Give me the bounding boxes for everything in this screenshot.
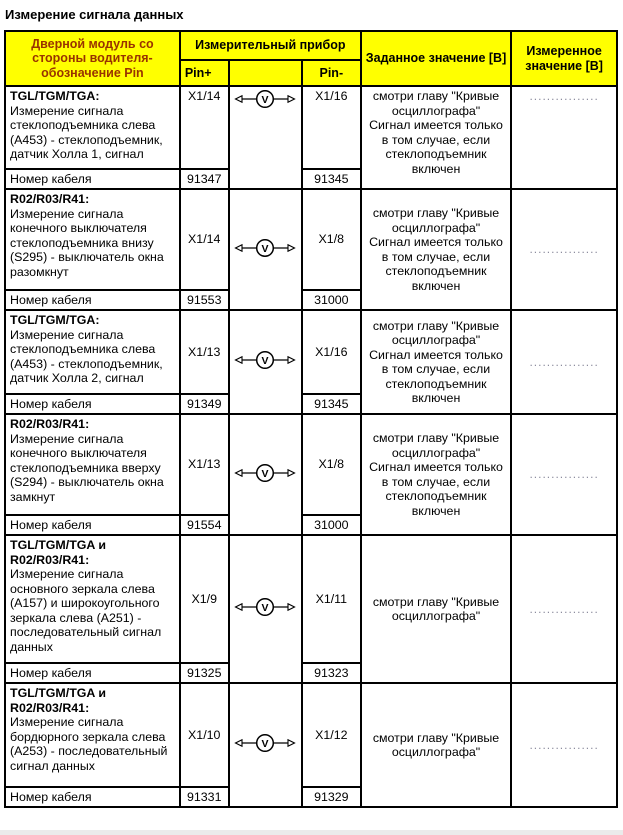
voltmeter-letter: V	[261, 355, 269, 368]
vehicle-variant-label: TGL/TGM/TGA и R02/R03/R41:	[10, 686, 106, 715]
cable-number-minus: 31000	[302, 515, 361, 535]
cable-label: Номер кабеля	[5, 394, 180, 414]
voltmeter-letter: V	[261, 738, 269, 751]
measured-value-placeholder: ................	[529, 89, 599, 103]
cable-number-plus: 91554	[180, 515, 229, 535]
pin-plus-value: X1/13	[180, 414, 229, 515]
measurement-table	[4, 30, 618, 808]
measurement-row	[5, 86, 617, 169]
cable-number-plus: 91349	[180, 394, 229, 414]
setpoint-line: Сигнал имеется только в том случае, если стеклоподъемник включен	[369, 460, 503, 518]
setpoint-line: Сигнал имеется только в том случае, если стеклоподъемник включен	[369, 118, 503, 176]
table-body	[5, 86, 617, 807]
setpoint-cell	[361, 414, 511, 535]
pin-plus-value: X1/13	[180, 310, 229, 394]
measured-value-cell	[511, 310, 617, 414]
voltmeter-icon	[233, 238, 297, 258]
pin-minus-value: X1/16	[302, 310, 361, 394]
measurement-row	[5, 189, 617, 290]
pin-minus-value: X1/8	[302, 414, 361, 515]
voltmeter-cell	[229, 189, 302, 310]
setpoint-line: Сигнал имеется только в том случае, если стеклоподъемник включен	[369, 347, 503, 405]
measurement-description: Измерение сигнала стеклоподъемника слева (А453) - стеклоподъемник, датчик Холла 1, сигнал	[10, 103, 163, 161]
measured-value-cell	[511, 86, 617, 189]
measurement-description: Измерение сигнала основного зеркала слева (А157) и широкоугольного зеркала слева (А251) - последовательный сигнал данных	[10, 567, 162, 654]
cable-number-minus: 91345	[302, 394, 361, 414]
pin-plus-value: X1/9	[180, 535, 229, 663]
pin-plus-value: X1/14	[180, 86, 229, 169]
measured-value-placeholder: ................	[529, 467, 599, 482]
cable-label: Номер кабеля	[5, 290, 180, 310]
measurement-description: Измерение сигнала конечного выключателя стеклоподъемника внизу (S295) - выключатель окна разомкнут	[10, 206, 164, 279]
setpoint-cell	[361, 189, 511, 310]
vehicle-variant-label: TGL/TGM/TGA и R02/R03/R41:	[10, 538, 106, 567]
measurement-description-cell	[5, 414, 180, 515]
voltmeter-letter: V	[261, 602, 269, 615]
measurement-description: Измерение сигнала стеклоподъемника слева (А453) - стеклоподъемник, датчик Холла 2, сигнал	[10, 327, 163, 385]
voltmeter-icon	[233, 350, 297, 370]
voltmeter-icon	[233, 463, 297, 483]
measured-value-cell	[511, 683, 617, 807]
setpoint-line: смотри главу "Кривые осциллографа"	[372, 730, 500, 759]
voltmeter-icon	[233, 597, 297, 617]
setpoint-line: смотри главу "Кривые осциллографа"	[372, 431, 500, 460]
measured-value-cell	[511, 414, 617, 535]
header-pin-minus: Pin-	[302, 60, 361, 86]
setpoint-cell	[361, 683, 511, 807]
measurement-description-cell	[5, 310, 180, 394]
cable-number-minus: 91329	[302, 787, 361, 807]
vehicle-variant-label: TGL/TGM/TGA:	[10, 89, 100, 103]
cable-number-minus: 31000	[302, 290, 361, 310]
voltmeter-cell	[229, 310, 302, 414]
header-setpoint-value: Заданное значение [В]	[361, 31, 511, 86]
pin-minus-value: X1/8	[302, 189, 361, 290]
measured-value-cell	[511, 189, 617, 310]
header-instrument-spacer	[229, 60, 302, 86]
header-measured-value: Измеренное значение [В]	[511, 31, 617, 86]
setpoint-cell	[361, 310, 511, 414]
setpoint-line: смотри главу "Кривые осциллографа"	[372, 318, 500, 347]
page-title: Измерение сигнала данных	[5, 7, 184, 22]
measurement-description: Измерение сигнала бордюрного зеркала слева (А253) - последовательный сигнал данных	[10, 715, 168, 773]
voltmeter-letter: V	[261, 93, 269, 106]
header-pin-plus: Pin+	[180, 60, 229, 86]
vehicle-variant-label: R02/R03/R41:	[10, 192, 90, 206]
cable-label: Номер кабеля	[5, 663, 180, 683]
cable-number-plus: 91331	[180, 787, 229, 807]
page-bottom-margin	[0, 830, 623, 835]
setpoint-line: смотри главу "Кривые осциллографа"	[372, 594, 500, 623]
measurement-row	[5, 414, 617, 515]
voltmeter-letter: V	[261, 467, 269, 480]
setpoint-line: смотри главу "Кривые осциллографа"	[372, 206, 500, 235]
vehicle-variant-label: R02/R03/R41:	[10, 417, 90, 431]
voltmeter-cell	[229, 414, 302, 535]
measurement-row	[5, 310, 617, 394]
cable-number-plus: 91325	[180, 663, 229, 683]
measured-value-placeholder: ................	[529, 601, 599, 616]
cable-label: Номер кабеля	[5, 515, 180, 535]
pin-minus-value: X1/12	[302, 683, 361, 787]
setpoint-cell	[361, 535, 511, 683]
voltmeter-letter: V	[261, 242, 269, 255]
measured-value-placeholder: ................	[529, 737, 599, 752]
voltmeter-icon	[233, 89, 297, 109]
setpoint-line: смотри главу "Кривые осциллографа"	[372, 89, 500, 118]
measurement-description-cell	[5, 683, 180, 787]
voltmeter-cell	[229, 535, 302, 683]
header-door-module: Дверной модуль со стороны водителя-обозначение Pin	[5, 31, 180, 86]
measurement-row	[5, 683, 617, 787]
setpoint-cell	[361, 86, 511, 189]
cable-label: Номер кабеля	[5, 787, 180, 807]
measurement-description-cell	[5, 535, 180, 663]
pin-minus-value: X1/16	[302, 86, 361, 169]
pin-minus-value: X1/11	[302, 535, 361, 663]
measurement-description-cell	[5, 86, 180, 169]
header-measuring-instrument: Измерительный прибор	[180, 31, 361, 60]
setpoint-line: Сигнал имеется только в том случае, если стеклоподъемник включен	[369, 235, 503, 293]
measurement-row	[5, 535, 617, 663]
cable-label: Номер кабеля	[5, 169, 180, 189]
measured-value-cell	[511, 535, 617, 683]
voltmeter-cell	[229, 86, 302, 189]
measurement-description-cell	[5, 189, 180, 290]
voltmeter-icon	[233, 733, 297, 753]
pin-plus-value: X1/14	[180, 189, 229, 290]
cable-number-plus: 91347	[180, 169, 229, 189]
pin-plus-value: X1/10	[180, 683, 229, 787]
measurement-description: Измерение сигнала конечного выключателя стеклоподъемника вверху (S294) - выключатель окна замкнут	[10, 431, 164, 504]
vehicle-variant-label: TGL/TGM/TGA:	[10, 313, 100, 327]
cable-number-plus: 91553	[180, 290, 229, 310]
measured-value-placeholder: ................	[529, 354, 599, 369]
measured-value-placeholder: ................	[529, 242, 599, 257]
voltmeter-cell	[229, 683, 302, 807]
cable-number-minus: 91323	[302, 663, 361, 683]
cable-number-minus: 91345	[302, 169, 361, 189]
